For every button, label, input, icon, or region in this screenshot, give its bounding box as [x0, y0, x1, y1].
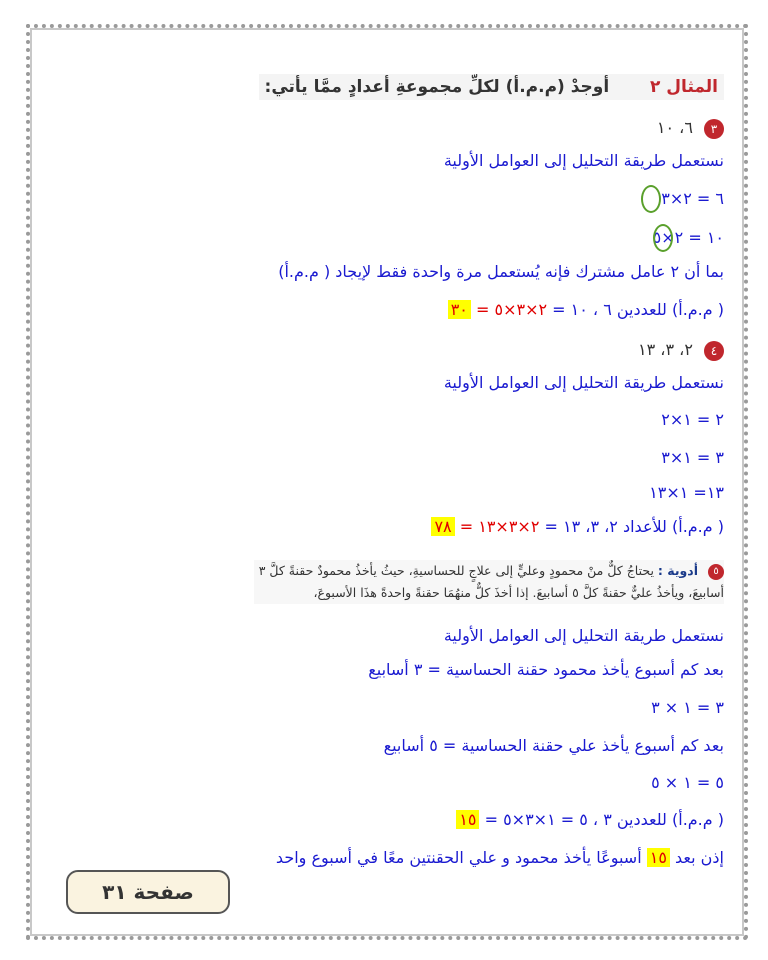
equation: ٣ = ١ × ٣	[651, 698, 724, 717]
equation: ٦ = ٢×٣	[661, 189, 724, 208]
example-instruction: أوجدْ (م.م.أ) لكلِّ مجموعةِ أعدادٍ ممَّا يأتي:	[264, 77, 610, 97]
result-expression: ٢×٣×٥ =	[475, 300, 548, 319]
problem-topic: أدوية :	[657, 563, 699, 578]
item-number-badge: ٥	[708, 564, 724, 580]
example-label: المثال ٢	[650, 77, 718, 97]
result-expression: ١×٣×٥ =	[484, 810, 556, 829]
result-prefix: ( م.م.أ) للأعداد ٢، ٣، ١٣ =	[544, 517, 724, 536]
equation: ١٣= ١×١٣	[649, 483, 724, 502]
item-number-badge: ٣	[704, 119, 724, 139]
method-text: نستعمل طريقة التحليل إلى العوامل الأولية	[443, 626, 724, 645]
page-number-badge: صفحة ٣١	[66, 870, 230, 914]
item-3-heading	[657, 117, 724, 139]
item-numbers: ٦، ١٠	[656, 118, 693, 137]
equation: ٥ = ١ × ٥	[651, 773, 724, 792]
conclusion-end: أسبوعًا يأخذ محمود و علي الحقنتين معًا في أسبوع واحد	[275, 848, 642, 867]
conclusion-start: إذن بعد	[675, 848, 724, 867]
conclusion-line	[276, 847, 724, 869]
item-number-badge: ٤	[704, 341, 724, 361]
result-line	[448, 299, 724, 321]
result-value: ١٥	[456, 810, 479, 829]
word-problem	[254, 560, 724, 604]
result-expression: ٢×٣×١٣ =	[459, 517, 540, 536]
result-prefix: ( م.م.أ) للعددين ٦ ، ١٠ =	[552, 300, 724, 319]
problem-text: يحتاجُ كلٌّ منْ محمودٍ وعليٍّ إلى علاجٍ للحساسيةِ، حيثُ يأخذُ محمودٌ حقنةً كلَّ ٣ أسابيعَ، ويأخذُ عليٌّ حقنةً كلَّ ٥ أسابيعَ. إذا أخذَ كلٌّ منهُمَا حقنةً واحدةً هذَا الأسبوعَ،	[258, 563, 724, 600]
common-factor-circle	[641, 185, 661, 213]
note-text: بما أن ٢ عامل مشترك فإنه يُستعمل مرة واحدة فقط لإيجاد ( م.م.أ)	[278, 262, 724, 281]
conclusion-number: ١٥	[647, 848, 670, 867]
item-numbers: ٢، ٣، ١٣	[638, 340, 693, 359]
question-text: بعد كم أسبوع يأخذ محمود حقنة الحساسية = ٣ أسابيع	[368, 660, 724, 679]
result-value: ٣٠	[448, 300, 471, 319]
method-text: نستعمل طريقة التحليل إلى العوامل الأولية	[443, 373, 724, 392]
common-factor-circle	[653, 224, 673, 252]
question-text: بعد كم أسبوع يأخذ علي حقنة الحساسية = ٥ أسابيع	[383, 736, 724, 755]
equation: ١٠ = ٢×٥	[652, 228, 724, 247]
result-line	[431, 516, 724, 538]
result-value: ٧٨	[431, 517, 454, 536]
method-text: نستعمل طريقة التحليل إلى العوامل الأولية	[443, 151, 724, 170]
result-line	[456, 809, 724, 831]
example-header	[259, 74, 724, 100]
equation: ٢ = ١×٢	[661, 410, 724, 429]
item-4-heading	[638, 339, 724, 361]
equation: ٣ = ١×٣	[661, 448, 724, 467]
result-prefix: ( م.م.أ) للعددين ٣ ، ٥ =	[560, 810, 724, 829]
